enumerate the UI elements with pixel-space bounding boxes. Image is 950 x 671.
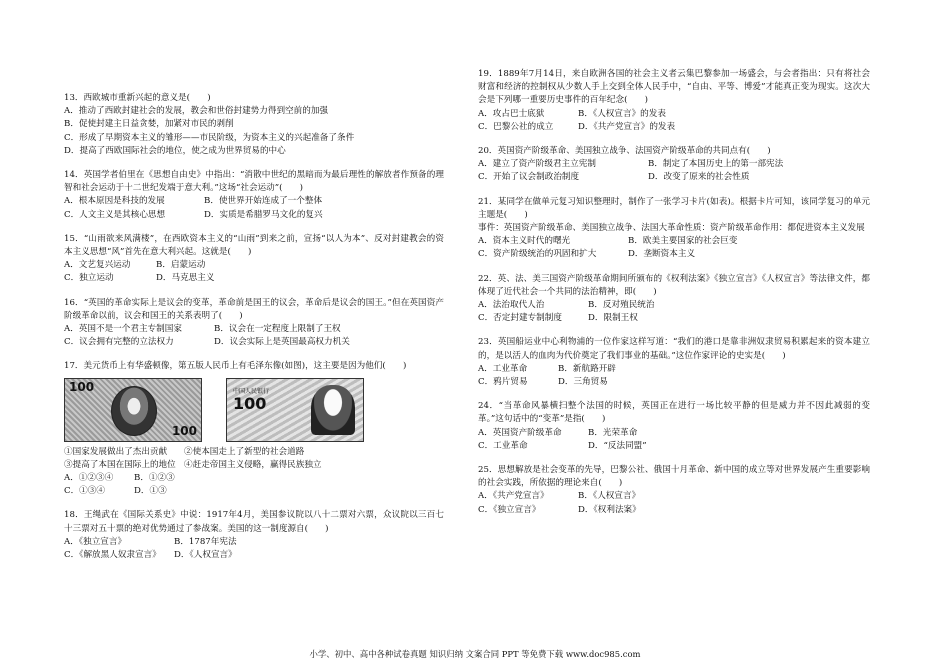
study-card: 事件：英国资产阶级革命、美国独立战争、法国大革命性质：资产阶级革命作用：都促进资本主义发展 <box>478 223 865 234</box>
question-stem: 25．思想解放是社会变革的先导，巴黎公社、俄国十月革命、新中国的成立等对世界发展产生重要影响的社会实践，所依据的理论来自( ) <box>478 465 870 489</box>
option-b: B．使世界开始连成了一个整体 <box>204 196 323 207</box>
option-c: C．形成了早期资本主义的雏形——市民阶级，为资本主义的兴起准备了条件 <box>64 132 355 143</box>
option-d: D．提高了西欧国际社会的地位，使之成为世界贸易的中心 <box>64 145 286 156</box>
left-column <box>64 92 444 573</box>
option-c: C．议会拥有完整的立法权力 <box>64 337 174 348</box>
option-a: A．英国资产阶级革命 <box>478 427 562 438</box>
question-stem: 21．某同学在做单元复习知识整理时，制作了一张学习卡片(如表)。根据卡片可知，该同学复习的单元主题是( ) <box>478 196 870 220</box>
question-stem: 16．“英国的革命实际上是议会的变革，革命前是国王的议会，革命后是议会的国王。”但在英国资产阶级革命以前，议会和国王的关系表明了( ) <box>64 297 444 321</box>
question-stem: 23．英国船运业中心利物浦的一位作家这样写道：“我们的港口是靠非洲奴隶贸易积累起来的资本建立的，是以活人的血肉为代价奠定了我们事业的基础。”这位作家评论的史实是( ) <box>478 337 870 361</box>
question-stem: 20．英国资产阶级革命、美国独立战争、法国资产阶级革命的共同点有( ) <box>478 146 771 157</box>
option-c: C．开始了议会制政治制度 <box>478 172 580 183</box>
option-c: C．独立运动 <box>64 273 114 284</box>
statement-4: ④赶走帝国主义侵略，赢得民族独立 <box>184 459 322 470</box>
question-14 <box>64 169 444 222</box>
option-d: D．三角贸易 <box>558 377 608 388</box>
option-c: C．①③④ <box>64 486 105 497</box>
option-a: A．《独立宣言》 <box>64 536 127 547</box>
option-b: B．促使封建主日益贪婪，加紧对市民的剥削 <box>64 119 234 130</box>
option-d: D．改变了原来的社会性质 <box>648 172 750 183</box>
option-a: A．攻占巴士底狱 <box>478 108 545 119</box>
option-c: C．《解放黑人奴隶宣言》 <box>64 550 161 561</box>
option-b: B．启蒙运动 <box>156 260 206 271</box>
question-24 <box>478 400 870 453</box>
bank-name: 中国人民银行 <box>233 387 270 395</box>
denomination-label: 100 <box>233 393 267 413</box>
option-c: C．工业革命 <box>478 440 528 451</box>
question-15 <box>64 233 444 286</box>
question-stem: 18．王绳武在《国际关系史》中说：1917年4月，美国参议院以八十二票对六票，众议院以三百七十三票对五十票的绝对优势通过了参战案。美国的这一制度源自( ) <box>64 510 444 534</box>
option-b: B．《人权宣言》的发表 <box>578 108 666 119</box>
option-b: B．新航路开辟 <box>558 363 616 374</box>
option-b: B．反对殖民统治 <box>588 300 655 311</box>
question-stem: 13．西欧城市重新兴起的意义是( ) <box>64 93 211 103</box>
option-b: B．《人权宣言》 <box>578 491 641 502</box>
option-a: A．推动了西欧封建社会的发展，教会和世俗封建势力得到空前的加强 <box>64 106 329 117</box>
question-19 <box>478 68 870 134</box>
question-stem: 24．“当革命风暴横扫整个法国的时候，英国正在进行一场比较平静的但是威力并不因此减弱的变革。”这句话中的“变革”是指( ) <box>478 401 870 425</box>
option-a: A．文艺复兴运动 <box>64 260 131 271</box>
question-17 <box>64 360 444 498</box>
portrait <box>311 385 355 435</box>
option-d: D．马克思主义 <box>156 273 215 284</box>
question-20 <box>478 145 870 185</box>
option-a: A．《共产党宣言》 <box>478 491 549 502</box>
option-b: B．①②③ <box>134 473 175 484</box>
option-d: D．《共产党宣言》的发表 <box>578 121 676 132</box>
question-22 <box>478 273 870 326</box>
statement-3: ③提高了本国在国际上的地位 <box>64 459 176 470</box>
option-b: B．光荣革命 <box>588 427 638 438</box>
option-d: D．实质是希腊罗马文化的复兴 <box>204 209 323 220</box>
question-13 <box>64 92 444 158</box>
question-stem: 19．1889年7月14日，来自欧洲各国的社会主义者云集巴黎参加一场盛会，与会者指出：只有将社会财富和经济的控制权从少数人手上交到全体人民手中，“自由、平等、博爱”才能真正变为现实。这次大会是下列哪一重要历史事件的百年纪念( ) <box>478 69 870 106</box>
option-c: C．资产阶级统治的巩固和扩大 <box>478 249 597 260</box>
option-a: A．工业革命 <box>478 363 528 374</box>
option-d: D．《权利法案》 <box>578 504 641 515</box>
question-18 <box>64 509 444 562</box>
option-a: A．根本原因是科技的发展 <box>64 196 165 207</box>
option-d: D．议会实际上是英国最高权力机关 <box>214 337 350 348</box>
denomination-label: 100 <box>171 424 197 439</box>
us-dollar-banknote-image <box>64 378 202 442</box>
denomination-label: 100 <box>69 379 95 394</box>
option-b: B．议会在一定程度上限制了王权 <box>214 324 341 335</box>
option-d: D．①③ <box>134 486 167 497</box>
option-d: D．《人权宣言》 <box>174 550 237 561</box>
question-stem: 14．英国学者伯里在《思想自由史》中指出：“消散中世纪的黑暗而为最后理性的解放者作预备的理智和社会运动于十二世纪发端于意大利。”这场“社会运动”( ) <box>64 170 444 194</box>
question-25 <box>478 464 870 517</box>
option-c: C．鸦片贸易 <box>478 377 528 388</box>
option-a: A．资本主义时代的曙光 <box>478 236 571 247</box>
portrait-oval <box>111 386 157 436</box>
option-c: C．人文主义是其核心思想 <box>64 209 166 220</box>
right-column <box>478 68 870 528</box>
question-21 <box>478 196 870 262</box>
page-footer: 小学、初中、高中各种试卷真题 知识归纳 文案合同 PPT 等免费下载 www.doc985.com <box>309 649 641 659</box>
option-c: C．《独立宣言》 <box>478 504 541 515</box>
option-b: B．欧美主要国家的社会巨变 <box>628 236 738 247</box>
question-16 <box>64 297 444 350</box>
option-a: A．建立了资产阶级君主立宪制 <box>478 159 596 170</box>
banknote-images <box>64 378 444 442</box>
option-c: C．否定封建专制制度 <box>478 313 562 324</box>
question-stem: 17．美元货币上有华盛顿像，第五版人民币上有毛泽东像(如图)，这主要是因为他们( ) <box>64 361 407 372</box>
option-b: B．1787年宪法 <box>174 536 237 547</box>
question-stem: 22．英、法、美三国资产阶级革命期间所颁布的《权利法案》《独立宣言》《人权宣言》等法律文件，都体现了近代社会一个共同的法治精神，即( ) <box>478 273 870 297</box>
rmb-banknote-image <box>226 378 364 442</box>
question-23 <box>478 336 870 389</box>
option-b: B．制定了本国历史上的第一部宪法 <box>648 159 784 170</box>
option-d: D．“反法同盟” <box>588 440 647 451</box>
option-d: D．限制王权 <box>588 313 638 324</box>
option-a: A．法治取代人治 <box>478 300 545 311</box>
option-c: C．巴黎公社的成立 <box>478 121 554 132</box>
statement-2: ②使本国走上了新型的社会道路 <box>184 446 305 457</box>
question-stem: 15．“山雨欲来风满楼”，在西欧资本主义的“山雨”到来之前，宣扬“以人为本”、反对封建教会的资本主义思想“风”首先在意大利兴起。这就是( ) <box>64 233 444 258</box>
option-d: D．垄断资本主义 <box>628 249 696 260</box>
option-a: A．英国不是一个君主专制国家 <box>64 324 182 335</box>
option-a: A．①②③④ <box>64 473 114 484</box>
statement-1: ①国家发展做出了杰出贡献 <box>64 446 168 457</box>
